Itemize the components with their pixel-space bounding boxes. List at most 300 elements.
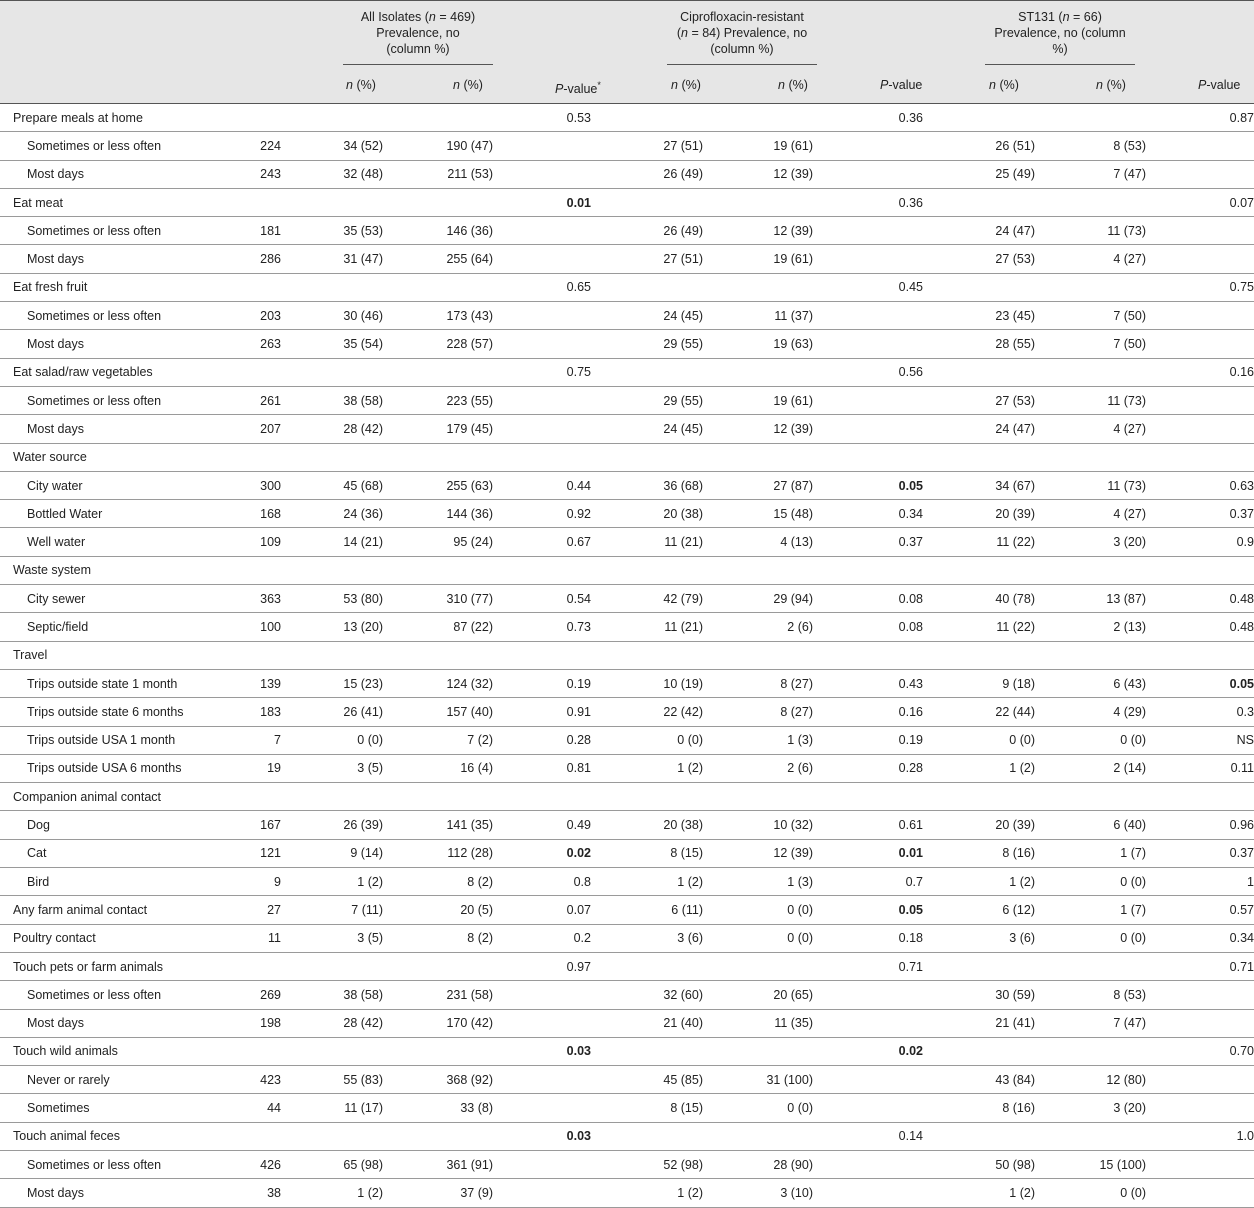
st131-a: 23 (45) — [923, 302, 1035, 330]
total-n: 300 — [235, 471, 281, 499]
st131-p-value — [1146, 132, 1254, 160]
row-label: Poultry contact — [0, 924, 235, 952]
all-isolates-b — [383, 1122, 493, 1150]
cipro-a: 1 (2) — [591, 1179, 703, 1207]
st131-a: 34 (67) — [923, 471, 1035, 499]
cipro-a: 24 (45) — [591, 415, 703, 443]
cipro-p-value — [813, 1009, 923, 1037]
cipro-p-value: 0.61 — [813, 811, 923, 839]
st131-b: 7 (50) — [1035, 330, 1146, 358]
st131-b: 1 (7) — [1035, 839, 1146, 867]
subheader-p-value: P-value* — [555, 80, 601, 97]
st131-a: 24 (47) — [923, 217, 1035, 245]
cipro-a: 0 (0) — [591, 726, 703, 754]
st131-p-value: 1 — [1146, 868, 1254, 896]
header-group-st131: ST131 (n = 66) Prevalence, no (column %) — [985, 9, 1135, 57]
total-n: 121 — [235, 839, 281, 867]
all-isolates-p-value: 0.02 — [493, 839, 591, 867]
st131-b: 4 (27) — [1035, 415, 1146, 443]
st131-b: 3 (20) — [1035, 1094, 1146, 1122]
cipro-b — [703, 952, 813, 980]
cipro-a: 45 (85) — [591, 1066, 703, 1094]
cipro-a: 36 (68) — [591, 471, 703, 499]
all-isolates-p-value — [493, 1009, 591, 1037]
row-label: Eat salad/raw vegetables — [0, 358, 235, 386]
cipro-p-value — [813, 1150, 923, 1178]
all-isolates-p-value — [493, 330, 591, 358]
cipro-p-value — [813, 217, 923, 245]
cipro-b: 28 (90) — [703, 1150, 813, 1178]
cipro-a: 1 (2) — [591, 754, 703, 782]
st131-b: 4 (29) — [1035, 698, 1146, 726]
all-isolates-a: 26 (41) — [281, 698, 383, 726]
total-n: 139 — [235, 669, 281, 697]
st131-b: 8 (53) — [1035, 132, 1146, 160]
st131-b — [1035, 273, 1146, 301]
total-n: 27 — [235, 896, 281, 924]
st131-p-value: 0.57 — [1146, 896, 1254, 924]
all-isolates-p-value: 0.67 — [493, 528, 591, 556]
st131-a — [923, 443, 1035, 471]
all-isolates-p-value: 0.81 — [493, 754, 591, 782]
all-isolates-p-value: 0.03 — [493, 1037, 591, 1065]
cipro-b: 4 (13) — [703, 528, 813, 556]
cipro-b — [703, 1122, 813, 1150]
all-isolates-b: 112 (28) — [383, 839, 493, 867]
row-label: Most days — [0, 1179, 235, 1207]
all-isolates-b — [383, 1037, 493, 1065]
subheader-n-pct: n (%) — [346, 78, 376, 92]
st131-a: 9 (18) — [923, 669, 1035, 697]
cipro-p-value — [813, 160, 923, 188]
cipro-p-value — [813, 443, 923, 471]
table-row — [0, 386, 1254, 414]
cipro-p-value — [813, 556, 923, 584]
table-row — [0, 726, 1254, 754]
st131-a: 50 (98) — [923, 1150, 1035, 1178]
row-label: Travel — [0, 641, 235, 669]
row-label: Touch animal feces — [0, 1122, 235, 1150]
st131-p-value: 0.87 — [1146, 104, 1254, 132]
table-row — [0, 104, 1254, 132]
st131-p-value: 0.9 — [1146, 528, 1254, 556]
cipro-b: 11 (37) — [703, 302, 813, 330]
cipro-p-value: 0.05 — [813, 471, 923, 499]
all-isolates-a: 30 (46) — [281, 302, 383, 330]
cipro-b: 1 (3) — [703, 726, 813, 754]
row-label: Most days — [0, 160, 235, 188]
table-row — [0, 669, 1254, 697]
row-label: Sometimes or less often — [0, 302, 235, 330]
cipro-b: 0 (0) — [703, 896, 813, 924]
cipro-b — [703, 273, 813, 301]
st131-a — [923, 273, 1035, 301]
cipro-a — [591, 273, 703, 301]
row-label: Companion animal contact — [0, 783, 235, 811]
all-isolates-b: 95 (24) — [383, 528, 493, 556]
st131-p-value: 0.48 — [1146, 585, 1254, 613]
cipro-a: 8 (15) — [591, 1094, 703, 1122]
row-label: Most days — [0, 1009, 235, 1037]
st131-p-value: 0.37 — [1146, 500, 1254, 528]
all-isolates-b: 20 (5) — [383, 896, 493, 924]
cipro-p-value: 0.37 — [813, 528, 923, 556]
all-isolates-a — [281, 443, 383, 471]
st131-b — [1035, 1037, 1146, 1065]
row-label: Septic/field — [0, 613, 235, 641]
all-isolates-a — [281, 783, 383, 811]
st131-b — [1035, 443, 1146, 471]
cipro-p-value — [813, 1094, 923, 1122]
table-row — [0, 443, 1254, 471]
cipro-p-value: 0.28 — [813, 754, 923, 782]
row-label: Eat meat — [0, 188, 235, 216]
cipro-b: 20 (65) — [703, 981, 813, 1009]
row-label: Water source — [0, 443, 235, 471]
st131-p-value: 1.0 — [1146, 1122, 1254, 1150]
total-n: 363 — [235, 585, 281, 613]
st131-b — [1035, 358, 1146, 386]
cipro-b: 0 (0) — [703, 1094, 813, 1122]
cipro-a: 8 (15) — [591, 839, 703, 867]
cipro-a: 6 (11) — [591, 896, 703, 924]
all-isolates-a — [281, 358, 383, 386]
row-label: Most days — [0, 245, 235, 273]
all-isolates-p-value — [493, 981, 591, 1009]
all-isolates-p-value: 0.44 — [493, 471, 591, 499]
total-n: 9 — [235, 868, 281, 896]
cipro-b: 12 (39) — [703, 217, 813, 245]
cipro-a: 21 (40) — [591, 1009, 703, 1037]
total-n — [235, 273, 281, 301]
st131-a: 3 (6) — [923, 924, 1035, 952]
all-isolates-p-value — [493, 302, 591, 330]
cipro-p-value: 0.14 — [813, 1122, 923, 1150]
st131-b: 4 (27) — [1035, 245, 1146, 273]
cipro-p-value — [813, 330, 923, 358]
all-isolates-b: 361 (91) — [383, 1150, 493, 1178]
cipro-b — [703, 358, 813, 386]
all-isolates-b: 223 (55) — [383, 386, 493, 414]
cipro-p-value: 0.45 — [813, 273, 923, 301]
all-isolates-p-value: 0.28 — [493, 726, 591, 754]
cipro-b: 19 (61) — [703, 132, 813, 160]
all-isolates-b — [383, 952, 493, 980]
table-row — [0, 783, 1254, 811]
all-isolates-a: 35 (53) — [281, 217, 383, 245]
st131-p-value: 0.05 — [1146, 669, 1254, 697]
st131-a: 8 (16) — [923, 839, 1035, 867]
all-isolates-p-value: 0.19 — [493, 669, 591, 697]
all-isolates-a — [281, 104, 383, 132]
cipro-a: 29 (55) — [591, 386, 703, 414]
cipro-b: 11 (35) — [703, 1009, 813, 1037]
st131-p-value — [1146, 1179, 1254, 1207]
table-row — [0, 952, 1254, 980]
all-isolates-p-value: 0.73 — [493, 613, 591, 641]
table-body — [0, 104, 1254, 1208]
st131-a: 28 (55) — [923, 330, 1035, 358]
all-isolates-a — [281, 273, 383, 301]
st131-p-value — [1146, 783, 1254, 811]
st131-p-value — [1146, 443, 1254, 471]
st131-b: 7 (47) — [1035, 160, 1146, 188]
cipro-p-value: 0.43 — [813, 669, 923, 697]
cipro-p-value: 0.01 — [813, 839, 923, 867]
table-row — [0, 1094, 1254, 1122]
all-isolates-p-value — [493, 160, 591, 188]
cipro-a: 26 (49) — [591, 160, 703, 188]
st131-b — [1035, 783, 1146, 811]
cipro-p-value: 0.08 — [813, 585, 923, 613]
cipro-b: 19 (61) — [703, 245, 813, 273]
table-row — [0, 245, 1254, 273]
row-label: City water — [0, 471, 235, 499]
all-isolates-p-value — [493, 217, 591, 245]
st131-a — [923, 641, 1035, 669]
cipro-a — [591, 556, 703, 584]
cipro-a: 42 (79) — [591, 585, 703, 613]
st131-b: 0 (0) — [1035, 1179, 1146, 1207]
cipro-p-value — [813, 981, 923, 1009]
all-isolates-b — [383, 358, 493, 386]
all-isolates-a — [281, 188, 383, 216]
total-n — [235, 952, 281, 980]
all-isolates-a: 7 (11) — [281, 896, 383, 924]
cipro-a — [591, 358, 703, 386]
total-n — [235, 556, 281, 584]
row-label: Trips outside state 1 month — [0, 669, 235, 697]
total-n: 286 — [235, 245, 281, 273]
all-isolates-a: 35 (54) — [281, 330, 383, 358]
total-n — [235, 358, 281, 386]
all-isolates-p-value — [493, 1094, 591, 1122]
all-isolates-a: 3 (5) — [281, 754, 383, 782]
total-n — [235, 104, 281, 132]
all-isolates-b: 8 (2) — [383, 868, 493, 896]
st131-b: 0 (0) — [1035, 868, 1146, 896]
st131-b — [1035, 952, 1146, 980]
st131-a: 0 (0) — [923, 726, 1035, 754]
cipro-b — [703, 188, 813, 216]
cipro-a: 1 (2) — [591, 868, 703, 896]
cipro-p-value: 0.36 — [813, 188, 923, 216]
st131-b — [1035, 556, 1146, 584]
all-isolates-p-value: 0.91 — [493, 698, 591, 726]
st131-b: 2 (14) — [1035, 754, 1146, 782]
st131-p-value — [1146, 245, 1254, 273]
st131-p-value: 0.07 — [1146, 188, 1254, 216]
all-isolates-a: 28 (42) — [281, 415, 383, 443]
all-isolates-a: 65 (98) — [281, 1150, 383, 1178]
all-isolates-a — [281, 556, 383, 584]
st131-p-value — [1146, 1066, 1254, 1094]
cipro-a: 27 (51) — [591, 132, 703, 160]
cipro-b — [703, 443, 813, 471]
st131-a — [923, 556, 1035, 584]
cipro-p-value — [813, 1066, 923, 1094]
all-isolates-a: 1 (2) — [281, 868, 383, 896]
cipro-b: 8 (27) — [703, 669, 813, 697]
subheader-n-pct: n (%) — [1096, 78, 1126, 92]
st131-a: 22 (44) — [923, 698, 1035, 726]
st131-b — [1035, 641, 1146, 669]
all-isolates-b: 228 (57) — [383, 330, 493, 358]
st131-a — [923, 1037, 1035, 1065]
all-isolates-p-value: 0.01 — [493, 188, 591, 216]
all-isolates-a — [281, 1037, 383, 1065]
row-label: Touch pets or farm animals — [0, 952, 235, 980]
st131-b: 4 (27) — [1035, 500, 1146, 528]
row-label: Sometimes or less often — [0, 981, 235, 1009]
st131-a: 1 (2) — [923, 754, 1035, 782]
all-isolates-p-value — [493, 386, 591, 414]
cipro-a: 3 (6) — [591, 924, 703, 952]
cipro-p-value — [813, 641, 923, 669]
st131-a: 27 (53) — [923, 245, 1035, 273]
cipro-a — [591, 952, 703, 980]
all-isolates-b: 231 (58) — [383, 981, 493, 1009]
all-isolates-p-value: 0.75 — [493, 358, 591, 386]
cipro-a — [591, 1122, 703, 1150]
all-isolates-a — [281, 1122, 383, 1150]
cipro-b — [703, 104, 813, 132]
all-isolates-a: 9 (14) — [281, 839, 383, 867]
cipro-b: 2 (6) — [703, 613, 813, 641]
row-label: Eat fresh fruit — [0, 273, 235, 301]
total-n: 198 — [235, 1009, 281, 1037]
st131-p-value — [1146, 415, 1254, 443]
cipro-b: 19 (61) — [703, 386, 813, 414]
cipro-b: 8 (27) — [703, 698, 813, 726]
cipro-a: 11 (21) — [591, 528, 703, 556]
row-label: Bottled Water — [0, 500, 235, 528]
st131-a: 11 (22) — [923, 528, 1035, 556]
cipro-p-value — [813, 783, 923, 811]
cipro-p-value: 0.34 — [813, 500, 923, 528]
all-isolates-a: 28 (42) — [281, 1009, 383, 1037]
st131-a — [923, 1122, 1035, 1150]
all-isolates-b: 190 (47) — [383, 132, 493, 160]
all-isolates-a: 55 (83) — [281, 1066, 383, 1094]
all-isolates-a: 15 (23) — [281, 669, 383, 697]
st131-b: 0 (0) — [1035, 924, 1146, 952]
cipro-b: 12 (39) — [703, 415, 813, 443]
table-row — [0, 1066, 1254, 1094]
all-isolates-b: 157 (40) — [383, 698, 493, 726]
total-n: 167 — [235, 811, 281, 839]
cipro-p-value: 0.08 — [813, 613, 923, 641]
st131-b: 7 (50) — [1035, 302, 1146, 330]
row-label: Most days — [0, 415, 235, 443]
st131-a: 20 (39) — [923, 811, 1035, 839]
cipro-a: 10 (19) — [591, 669, 703, 697]
table-row — [0, 358, 1254, 386]
all-isolates-p-value: 0.2 — [493, 924, 591, 952]
cipro-b: 2 (6) — [703, 754, 813, 782]
st131-b: 15 (100) — [1035, 1150, 1146, 1178]
all-isolates-p-value — [493, 783, 591, 811]
st131-a: 1 (2) — [923, 868, 1035, 896]
all-isolates-a: 0 (0) — [281, 726, 383, 754]
cipro-a — [591, 783, 703, 811]
cipro-p-value: 0.05 — [813, 896, 923, 924]
all-isolates-b: 16 (4) — [383, 754, 493, 782]
all-isolates-p-value: 0.03 — [493, 1122, 591, 1150]
st131-a: 21 (41) — [923, 1009, 1035, 1037]
st131-b: 3 (20) — [1035, 528, 1146, 556]
total-n — [235, 1037, 281, 1065]
total-n: 109 — [235, 528, 281, 556]
all-isolates-b — [383, 188, 493, 216]
subheader-n-pct: n (%) — [989, 78, 1019, 92]
row-label: Bird — [0, 868, 235, 896]
total-n: 269 — [235, 981, 281, 1009]
st131-b: 6 (40) — [1035, 811, 1146, 839]
total-n: 207 — [235, 415, 281, 443]
st131-a — [923, 104, 1035, 132]
total-n: 19 — [235, 754, 281, 782]
st131-b: 1 (7) — [1035, 896, 1146, 924]
cipro-b — [703, 641, 813, 669]
total-n: 181 — [235, 217, 281, 245]
all-isolates-p-value: 0.92 — [493, 500, 591, 528]
st131-a: 25 (49) — [923, 160, 1035, 188]
st131-p-value — [1146, 386, 1254, 414]
row-label: Never or rarely — [0, 1066, 235, 1094]
cipro-b: 0 (0) — [703, 924, 813, 952]
table-row — [0, 811, 1254, 839]
total-n: 203 — [235, 302, 281, 330]
total-n — [235, 1122, 281, 1150]
row-label: Prepare meals at home — [0, 104, 235, 132]
total-n: 224 — [235, 132, 281, 160]
all-isolates-b: 7 (2) — [383, 726, 493, 754]
subheader-p-value: P-value — [880, 78, 923, 92]
st131-b: 11 (73) — [1035, 471, 1146, 499]
cipro-a: 29 (55) — [591, 330, 703, 358]
st131-p-value: 0.70 — [1146, 1037, 1254, 1065]
cipro-p-value — [813, 386, 923, 414]
all-isolates-b: 173 (43) — [383, 302, 493, 330]
cipro-a — [591, 443, 703, 471]
all-isolates-a: 34 (52) — [281, 132, 383, 160]
all-isolates-b: 8 (2) — [383, 924, 493, 952]
st131-p-value — [1146, 302, 1254, 330]
row-label: Well water — [0, 528, 235, 556]
all-isolates-a: 26 (39) — [281, 811, 383, 839]
all-isolates-p-value — [493, 1066, 591, 1094]
table-row — [0, 500, 1254, 528]
st131-b: 11 (73) — [1035, 386, 1146, 414]
cipro-b — [703, 783, 813, 811]
st131-a: 40 (78) — [923, 585, 1035, 613]
all-isolates-b: 368 (92) — [383, 1066, 493, 1094]
header-rule — [343, 64, 493, 65]
subheader-n-pct: n (%) — [778, 78, 808, 92]
st131-b: 13 (87) — [1035, 585, 1146, 613]
table-row — [0, 981, 1254, 1009]
all-isolates-p-value: 0.53 — [493, 104, 591, 132]
table-row — [0, 754, 1254, 782]
cipro-a — [591, 188, 703, 216]
cipro-p-value — [813, 132, 923, 160]
st131-p-value — [1146, 1150, 1254, 1178]
row-label: Trips outside USA 6 months — [0, 754, 235, 782]
all-isolates-a — [281, 641, 383, 669]
cipro-p-value: 0.02 — [813, 1037, 923, 1065]
table-row — [0, 556, 1254, 584]
